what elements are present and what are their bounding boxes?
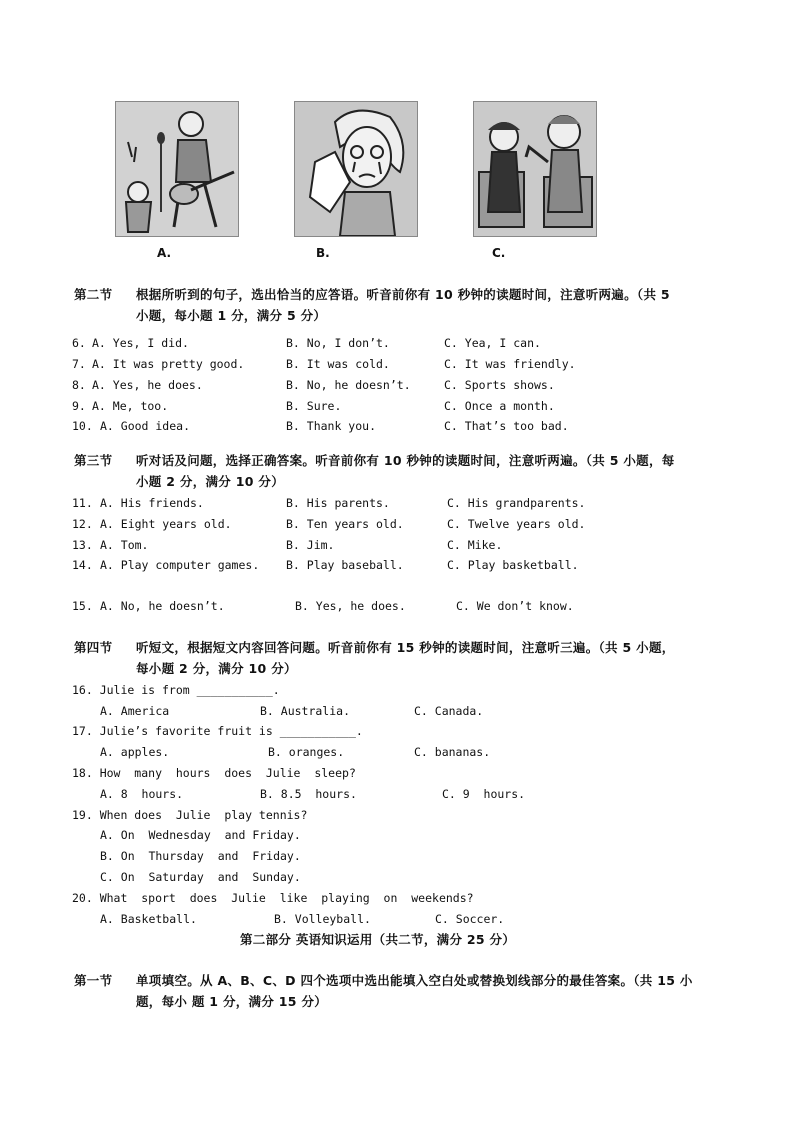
q7-option-a: A. It was pretty good. xyxy=(92,357,245,371)
section-4-instructions xyxy=(74,637,724,679)
section-3-heading: 第三节 xyxy=(74,453,113,468)
section-2-heading: 第二节 xyxy=(74,287,113,302)
q17-option-c: C. bananas. xyxy=(414,745,491,759)
q9-number: 9. xyxy=(72,399,86,413)
section-3-line2: 小题 2 分，满分 10 分） xyxy=(136,474,284,489)
section-2-line1: 根据所听到的句子，选出恰当的应答语。听音前你有 10 秒钟的读题时间，注意听两遍。（共 5 xyxy=(136,287,670,302)
section-2-line2: 小题，每小题 1 分，满分 5 分） xyxy=(136,308,327,323)
q9-option-b: B. Sure. xyxy=(286,399,342,413)
q17-option-b: B. oranges. xyxy=(268,745,345,759)
q11-option-a: A. His friends. xyxy=(100,496,204,510)
two-men-talking-icon xyxy=(474,102,596,236)
question-15 xyxy=(72,597,574,615)
q8-option-a: A. Yes, he does. xyxy=(92,378,203,392)
question-19-stem: 19. When does Julie play tennis? xyxy=(72,808,308,822)
q13-option-b: B. Jim. xyxy=(286,538,335,552)
picture-a xyxy=(115,101,239,237)
q7-option-b: B. It was cold. xyxy=(286,357,390,371)
q18-option-b: B. 8.5 hours. xyxy=(260,787,357,801)
question-17-stem: 17. Julie’s favorite fruit is ___________. xyxy=(72,724,363,738)
q9-option-c: C. Once a month. xyxy=(444,399,555,413)
question-18-stem: 18. How many hours does Julie sleep? xyxy=(72,766,356,780)
q10-option-c: C. That’s too bad. xyxy=(444,419,569,433)
q7-option-c: C. It was friendly. xyxy=(444,357,576,371)
section-3-instructions xyxy=(74,450,724,492)
q12-option-c: C. Twelve years old. xyxy=(447,517,586,531)
q12-number: 12. xyxy=(72,517,93,531)
q17-option-a: A. apples. xyxy=(100,745,170,759)
q14-option-c: C. Play basketball. xyxy=(447,558,579,572)
picture-b xyxy=(294,101,418,237)
question-19-option-b: B. On Thursday and Friday. xyxy=(100,849,301,863)
part-2-section-1-line2: 题，每小 题 1 分，满分 15 分） xyxy=(136,994,328,1009)
q11-option-b: B. His parents. xyxy=(286,496,390,510)
q11-number: 11. xyxy=(72,496,93,510)
q13-option-a: A. Tom. xyxy=(100,538,149,552)
q15-option-c: C. We don’t know. xyxy=(456,599,574,613)
q20-option-a: A. Basketball. xyxy=(100,912,197,926)
question-14 xyxy=(72,556,579,574)
question-16-options xyxy=(72,702,484,720)
question-6 xyxy=(72,334,541,352)
part-2-section-1-line1: 单项填空。从 A、B、C、D 四个选项中选出能填入空白处或替换划线部分的最佳答案。（共 15 小 xyxy=(136,973,693,988)
q18-option-a: A. 8 hours. xyxy=(100,787,184,801)
question-8 xyxy=(72,376,555,394)
guitar-player-icon xyxy=(116,102,238,236)
question-19-option-a: A. On Wednesday and Friday. xyxy=(100,828,301,842)
part-2-section-1-instructions xyxy=(74,970,724,1012)
q15-option-b: B. Yes, he does. xyxy=(295,599,406,613)
q15-number: 15. xyxy=(72,599,93,613)
q6-option-b: B. No, I don’t. xyxy=(286,336,390,350)
section-3-line1: 听对话及问题，选择正确答案。听音前你有 10 秒钟的读题时间，注意听两遍。（共 5 小题，每 xyxy=(136,453,675,468)
question-10 xyxy=(72,417,569,435)
question-18-options xyxy=(72,785,526,803)
part-2-title: 第二部分 英语知识运用（共二节，满分 25 分） xyxy=(240,932,516,947)
q16-option-b: B. Australia. xyxy=(260,704,351,718)
q14-number: 14. xyxy=(72,558,93,572)
q10-option-a: A. Good idea. xyxy=(100,419,191,433)
q13-number: 13. xyxy=(72,538,93,552)
question-20-stem: 20. What sport does Julie like playing on weekends? xyxy=(72,891,474,905)
question-12 xyxy=(72,515,586,533)
q18-option-c: C. 9 hours. xyxy=(442,787,526,801)
q7-number: 7. xyxy=(72,357,86,371)
q13-option-c: C. Mike. xyxy=(447,538,503,552)
question-20-options xyxy=(72,910,505,928)
question-16-stem: 16. Julie is from ___________. xyxy=(72,683,280,697)
question-17-options xyxy=(72,743,491,761)
q11-option-c: C. His grandparents. xyxy=(447,496,586,510)
q6-option-c: C. Yea, I can. xyxy=(444,336,541,350)
question-9 xyxy=(72,397,555,415)
section-2-instructions xyxy=(74,284,724,326)
picture-c-label: C. xyxy=(492,246,506,260)
part-2-section-1-heading: 第一节 xyxy=(74,973,113,988)
q16-option-a: A. America xyxy=(100,704,170,718)
q16-option-c: C. Canada. xyxy=(414,704,484,718)
q20-option-b: B. Volleyball. xyxy=(274,912,371,926)
crying-woman-icon xyxy=(295,102,417,236)
question-13 xyxy=(72,536,503,554)
q20-option-c: C. Soccer. xyxy=(435,912,505,926)
picture-c xyxy=(473,101,597,237)
q6-number: 6. xyxy=(72,336,86,350)
q8-option-c: C. Sports shows. xyxy=(444,378,555,392)
section-4-line2: 每小题 2 分，满分 10 分） xyxy=(136,661,297,676)
q9-option-a: A. Me, too. xyxy=(92,399,169,413)
q6-option-a: A. Yes, I did. xyxy=(92,336,189,350)
q12-option-b: B. Ten years old. xyxy=(286,517,404,531)
section-4-heading: 第四节 xyxy=(74,640,113,655)
picture-b-label: B. xyxy=(316,246,330,260)
picture-a-label: A. xyxy=(157,246,172,260)
q8-option-b: B. No, he doesn’t. xyxy=(286,378,411,392)
q8-number: 8. xyxy=(72,378,86,392)
question-11 xyxy=(72,494,586,512)
question-19-option-c: C. On Saturday and Sunday. xyxy=(100,870,301,884)
q14-option-b: B. Play baseball. xyxy=(286,558,404,572)
section-4-line1: 听短文，根据短文内容回答问题。听音前你有 15 秒钟的读题时间，注意听三遍。（共 5 小题， xyxy=(136,640,675,655)
question-7 xyxy=(72,355,576,373)
q14-option-a: A. Play computer games. xyxy=(100,558,260,572)
q10-option-b: B. Thank you. xyxy=(286,419,377,433)
q15-option-a: A. No, he doesn’t. xyxy=(100,599,225,613)
q10-number: 10. xyxy=(72,419,93,433)
q12-option-a: A. Eight years old. xyxy=(100,517,232,531)
